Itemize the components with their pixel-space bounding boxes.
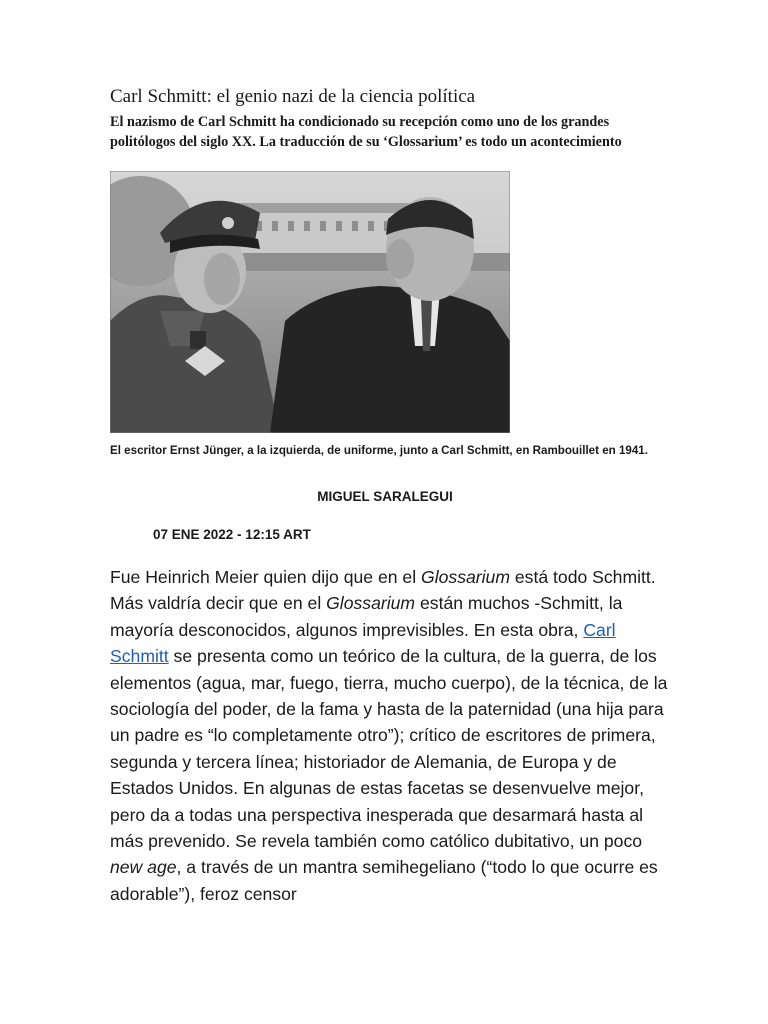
book-title: Glossarium — [326, 593, 416, 614]
photo-caption: El escritor Ernst Jünger, a la izquierda, de uniforme, junto a Carl Schmitt, en Rambouillet en 1941. — [110, 444, 648, 457]
article-title: Carl Schmitt: el genio nazi de la ciencia política — [110, 86, 476, 107]
body-paragraph — [110, 564, 670, 907]
book-title: Glossarium — [421, 567, 510, 587]
author-byline: MIGUEL SARALEGUI — [317, 489, 453, 504]
carl-schmitt-link[interactable]: Carl Schmitt — [110, 619, 616, 667]
body-text: están muchos -Schmitt, la mayoría desconocidos, algunos imprevisibles. En esta obra, — [110, 593, 623, 640]
article-photo — [110, 171, 510, 433]
publish-date: 07 ENE 2022 - 12:15 ART — [153, 527, 311, 542]
body-text: está todo Schmitt. Más valdría decir que en el — [110, 567, 656, 614]
body-text: se presenta como un teórico de la cultura, de la guerra, de los elementos (agua, mar, fuego, tierra, mucho cuerpo), de la técnica, de la sociología del poder, de la fama y hasta de la paternidad (una hija para un padre es “lo completamente otro”); crítico de escritores de primera, segunda y tercera línea; historiador de Alemania, de Europa y de Estados Unidos. En algunas de estas facetas se desenvuelve mejor, pero da a todas una perspectiva inesperada que desarmará hasta al más prevenido. Se revela también como católico dubitativo, un poco — [110, 646, 668, 852]
emphasis-text: new age — [110, 857, 177, 878]
article-subtitle: El nazismo de Carl Schmitt ha condicionado su recepción como uno de los grandes politólogos del siglo XX. La traducción de su ‘Glossarium’ es todo un acontecimiento — [110, 114, 622, 150]
body-text: , a través de un mantra semihegeliano (“todo lo que ocurre es adorable”), feroz censor — [110, 857, 658, 904]
article-body — [110, 564, 670, 907]
body-text: Fue Heinrich Meier quien dijo que en el — [110, 567, 422, 587]
